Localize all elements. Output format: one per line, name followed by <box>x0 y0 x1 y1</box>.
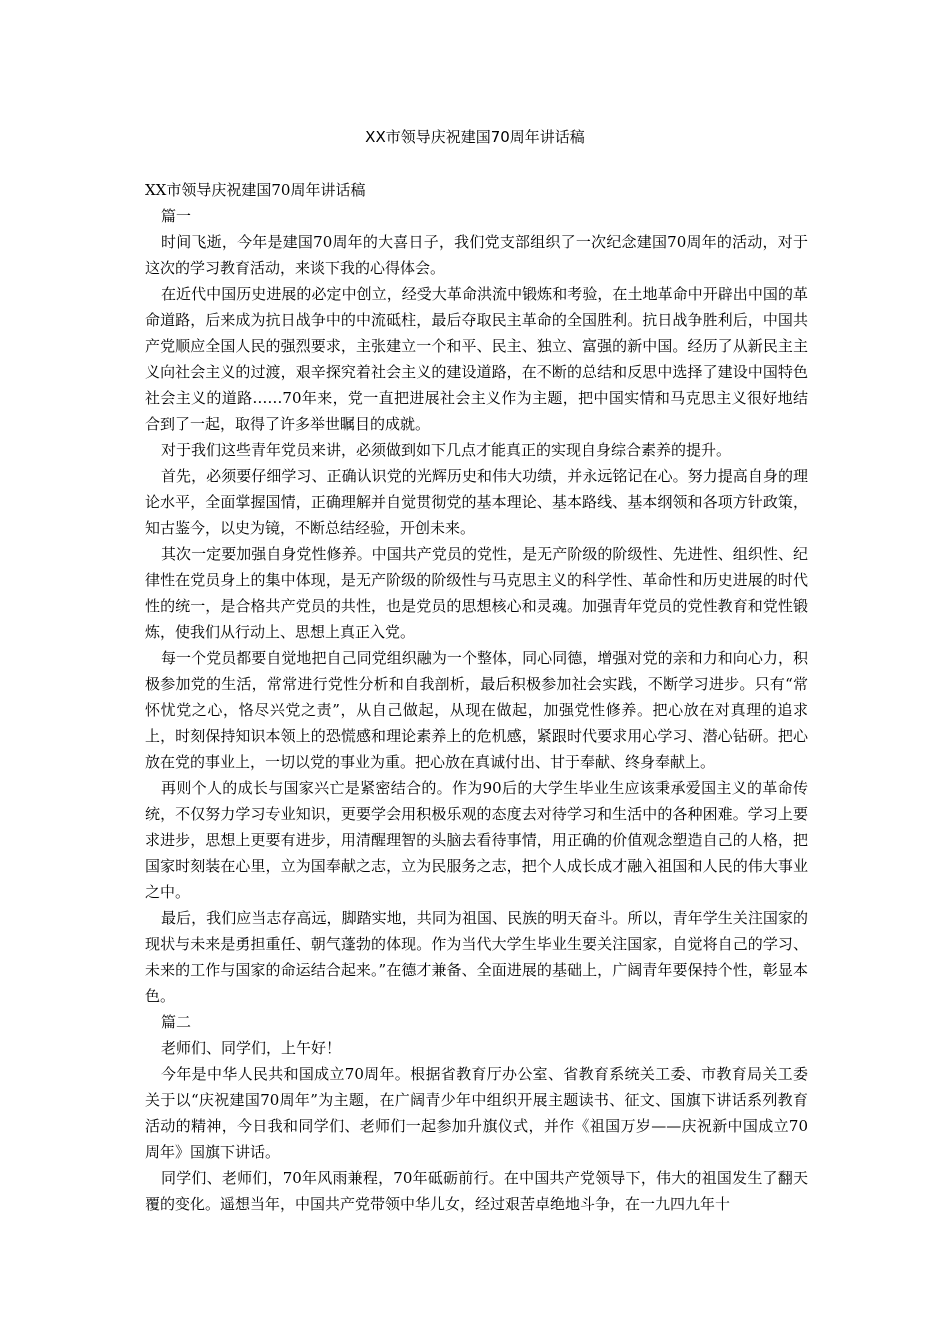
paragraph: 同学们、老师们，70年风雨兼程，70年砥砺前行。在中国共产党领导下，伟大的祖国发生了翻天覆的变化。遥想当年，中国共产党带领中华儿女，经过艰苦卓绝地斗争，在一九四九年十 <box>145 1169 808 1213</box>
document-title: XX市领导庆祝建国70周年讲话稿 <box>365 128 585 146</box>
document-body <box>145 177 808 1217</box>
paragraph: 首先，必须要仔细学习、正确认识党的光辉历史和伟大功绩，并永远铭记在心。努力提高自身的理论水平，全面掌握国情，正确理解并自觉贯彻党的基本理论、基本路线、基本纲领和各项方针政策，知古鉴今，以史为镜，不断总结经验，开创未来。 <box>145 467 808 537</box>
paragraph: 其次一定要加强自身党性修养。中国共产党员的党性，是无产阶级的阶级性、先进性、组织性、纪律性在党员身上的集中体现，是无产阶级的阶级性与马克思主义的科学性、革命性和历史进展的时代性的统一，是合格共产党员的共性，也是党员的思想核心和灵魂。加强青年党员的党性教育和党性锻炼，使我们从行动上、思想上真正入党。 <box>145 545 808 641</box>
paragraph: 在近代中国历史进展的必定中创立，经受大革命洪流中锻炼和考验，在土地革命中开辟出中国的革命道路，后来成为抗日战争中的中流砥柱，最后夺取民主革命的全国胜利。抗日战争胜利后，中国共产党顺应全国人民的强烈要求，主张建立一个和平、民主、独立、富强的新中国。经历了从新民主主义向社会主义的过渡，艰辛探究着社会主义的建设道路，在不断的总结和反思中选择了建设中国特色社会主义的道路……70年来，党一直把进展社会主义作为主题，把中国实情和马克思主义很好地结合到了一起，取得了许多举世瞩目的成就。 <box>145 285 808 433</box>
paragraph: 对于我们这些青年党员来讲，必须做到如下几点才能真正的实现自身综合素养的提升。 <box>161 441 732 459</box>
paragraph: 时间飞逝，今年是建国70周年的大喜日子，我们党支部组织了一次纪念建国70周年的活动，对于这次的学习教育活动，来谈下我的心得体会。 <box>145 233 808 277</box>
document-subtitle: XX市领导庆祝建国70周年讲话稿 <box>145 181 366 199</box>
paragraph: 每一个党员都要自觉地把自己同党组织融为一个整体，同心同德，增强对党的亲和力和向心力，积极参加党的生活，常常进行党性分析和自我剖析，最后积极参加社会实践，不断学习进步。只有“常怀忧党之心，恪尽兴党之责”，从自己做起，从现在做起，加强党性修养。把心放在对真理的追求上，时刻保持知识本领上的恐慌感和理论素养上的危机感，紧跟时代要求用心学习、潜心钻研。把心放在党的事业上，一切以党的事业为重。把心放在真诚付出、甘于奉献、终身奉献上。 <box>145 649 808 771</box>
section-heading: 篇一 <box>161 207 192 225</box>
paragraph: 再则个人的成长与国家兴亡是紧密结合的。作为90后的大学生毕业生应该秉承爱国主义的革命传统，不仅努力学习专业知识，更要学会用积极乐观的态度去对待学习和生活中的各种困难。学习上要求进步，思想上更要有进步，用清醒理智的头脑去看待事情，用正确的价值观念塑造自己的人格，把国家时刻装在心里，立为国奉献之志，立为民服务之志，把个人成长成才融入祖国和人民的伟大事业之中。 <box>145 779 808 901</box>
paragraph: 最后，我们应当志存高远，脚踏实地，共同为祖国、民族的明天奋斗。所以，青年学生关注国家的现状与未来是勇担重任、朝气蓬勃的体现。作为当代大学生毕业生要关注国家，自觉将自己的学习、未来的工作与国家的命运结合起来。”在德才兼备、全面进展的基础上，广阔青年要保持个性，彰显本色。 <box>145 909 808 1005</box>
paragraph: 今年是中华人民共和国成立70周年。根据省教育厅办公室、省教育系统关工委、市教育局关工委关于以“庆祝建国70周年”为主题，在广阔青少年中组织开展主题读书、征文、国旗下讲话系列教育活动的精神，今日我和同学们、老师们一起参加升旗仪式，并作《祖国万岁——庆祝新中国成立70周年》国旗下讲话。 <box>145 1065 808 1161</box>
section-heading: 篇二 <box>161 1013 192 1031</box>
paragraph: 老师们、同学们，上午好！ <box>161 1039 342 1057</box>
